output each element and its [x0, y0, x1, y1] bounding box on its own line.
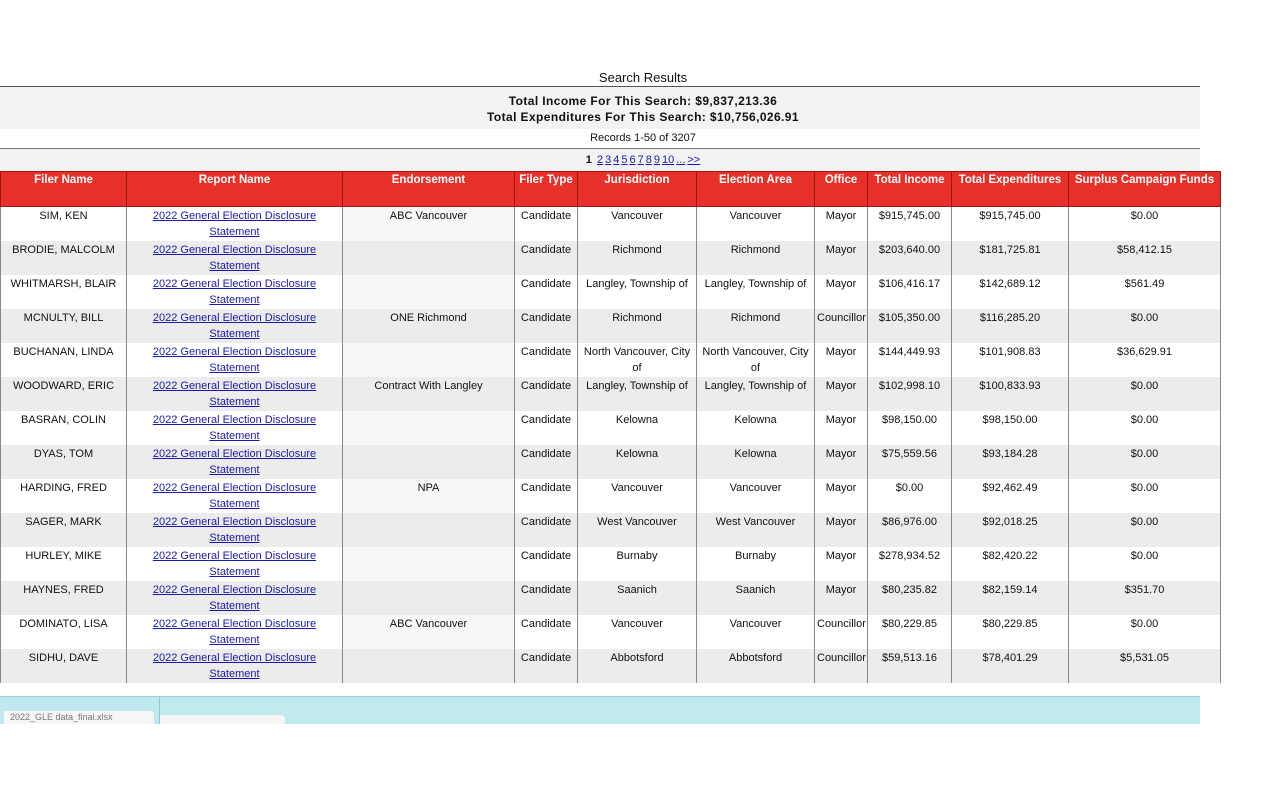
election-area-cell: Abbotsford [697, 649, 815, 683]
surplus-funds-cell: $0.00 [1069, 547, 1221, 581]
records-bar [0, 129, 1200, 149]
total-income-cell: $75,559.56 [868, 445, 952, 479]
report-name-cell [127, 547, 343, 581]
total-expenditures-cell: $93,184.28 [952, 445, 1069, 479]
endorsement-cell [343, 241, 515, 275]
jurisdiction-cell: Kelowna [578, 411, 697, 445]
taskbar-file-tab[interactable]: 2022_GLE data_final.xlsx [4, 711, 154, 724]
table-row [1, 377, 1221, 411]
election-area-cell: Kelowna [697, 411, 815, 445]
endorsement-cell: Contract With Langley [343, 377, 515, 411]
total-income-cell: $86,976.00 [868, 513, 952, 547]
office-cell: Mayor [815, 241, 868, 275]
filer-type-cell: Candidate [515, 445, 578, 479]
endorsement-cell [343, 649, 515, 683]
endorsement-cell [343, 547, 515, 581]
filer-name-cell: WHITMARSH, BLAIR [1, 275, 127, 309]
surplus-funds-cell: $0.00 [1069, 207, 1221, 242]
endorsement-cell [343, 513, 515, 547]
election-area-cell: North Vancouver, City of [697, 343, 815, 377]
total-expenditures-cell: $181,725.81 [952, 241, 1069, 275]
filer-type-cell: Candidate [515, 615, 578, 649]
report-link[interactable]: 2022 General Election Disclosure Statement [152, 652, 317, 680]
total-expenditures-cell: $116,285.20 [952, 309, 1069, 343]
election-area-cell: Langley, Township of [697, 275, 815, 309]
report-name-cell [127, 241, 343, 275]
table-row [1, 513, 1221, 547]
filer-name-cell: WOODWARD, ERIC [1, 377, 127, 411]
column-header-jurisdiction[interactable]: Jurisdiction [578, 172, 697, 207]
endorsement-cell [343, 343, 515, 377]
filer-name-cell: HAYNES, FRED [1, 581, 127, 615]
report-link[interactable]: 2022 General Election Disclosure Statement [152, 414, 317, 442]
jurisdiction-cell: Saanich [578, 581, 697, 615]
total-income-cell: $0.00 [868, 479, 952, 513]
total-income-cell: $106,416.17 [868, 275, 952, 309]
election-area-cell: Vancouver [697, 207, 815, 242]
endorsement-cell: ABC Vancouver [343, 615, 515, 649]
filer-name-cell: HARDING, FRED [1, 479, 127, 513]
election-area-cell: West Vancouver [697, 513, 815, 547]
page-link[interactable]: 2 [596, 154, 604, 166]
report-name-cell [127, 343, 343, 377]
table-row [1, 581, 1221, 615]
surplus-funds-cell: $36,629.91 [1069, 343, 1221, 377]
report-name-cell [127, 411, 343, 445]
report-link[interactable]: 2022 General Election Disclosure Statement [152, 448, 317, 476]
table-row [1, 309, 1221, 343]
filer-type-cell: Candidate [515, 649, 578, 683]
office-cell: Mayor [815, 343, 868, 377]
office-cell: Councillor [815, 309, 868, 343]
filer-type-cell: Candidate [515, 343, 578, 377]
total-expenditures-cell: $915,745.00 [952, 207, 1069, 242]
filer-name-cell: HURLEY, MIKE [1, 547, 127, 581]
filer-name-cell: BRODIE, MALCOLM [1, 241, 127, 275]
election-area-cell: Kelowna [697, 445, 815, 479]
jurisdiction-cell: Langley, Township of [578, 275, 697, 309]
table-row [1, 343, 1221, 377]
office-cell: Mayor [815, 411, 868, 445]
surplus-funds-cell: $5,531.05 [1069, 649, 1221, 683]
jurisdiction-cell: North Vancouver, City of [578, 343, 697, 377]
pagination [0, 149, 1286, 171]
table-row [1, 275, 1221, 309]
jurisdiction-cell: Burnaby [578, 547, 697, 581]
column-header-total-income[interactable]: Total Income [868, 172, 952, 207]
election-area-cell: Richmond [697, 309, 815, 343]
page-current: 1 [585, 154, 592, 166]
column-header-endorsement[interactable]: Endorsement [343, 172, 515, 207]
total-income-cell: $203,640.00 [868, 241, 952, 275]
table-row [1, 649, 1221, 683]
endorsement-cell [343, 411, 515, 445]
office-cell: Mayor [815, 445, 868, 479]
endorsement-cell: NPA [343, 479, 515, 513]
report-link[interactable]: 2022 General Election Disclosure Statement [152, 516, 317, 544]
records-count: Records 1-50 of 3207 [590, 132, 696, 144]
report-link[interactable]: 2022 General Election Disclosure Statement [152, 346, 317, 374]
office-cell: Mayor [815, 581, 868, 615]
report-link[interactable]: 2022 General Election Disclosure Statement [152, 380, 317, 408]
surplus-funds-cell: $0.00 [1069, 309, 1221, 343]
total-expenditures-cell: $82,420.22 [952, 547, 1069, 581]
results-table [0, 171, 1221, 683]
column-header-surplus-funds[interactable]: Surplus Campaign Funds [1069, 172, 1221, 207]
table-row [1, 479, 1221, 513]
table-row [1, 241, 1221, 275]
report-name-cell [127, 207, 343, 242]
jurisdiction-cell: Kelowna [578, 445, 697, 479]
total-income-cell: $98,150.00 [868, 411, 952, 445]
jurisdiction-cell: Langley, Township of [578, 377, 697, 411]
page-link[interactable]: 10 [661, 154, 675, 166]
results-body [1, 207, 1221, 684]
election-area-cell: Vancouver [697, 615, 815, 649]
endorsement-cell [343, 581, 515, 615]
surplus-funds-cell: $0.00 [1069, 377, 1221, 411]
column-header-report-name[interactable]: Report Name [127, 172, 343, 207]
election-area-cell: Saanich [697, 581, 815, 615]
report-name-cell [127, 479, 343, 513]
total-income-cell: $80,229.85 [868, 615, 952, 649]
page-link[interactable]: 3 [605, 154, 612, 166]
total-expenditures-cell: $80,229.85 [952, 615, 1069, 649]
column-header-filer-name[interactable]: Filer Name [1, 172, 127, 207]
pagination-bar [0, 149, 1200, 171]
filer-name-cell: MCNULTY, BILL [1, 309, 127, 343]
total-expenditures-cell: $100,833.93 [952, 377, 1069, 411]
total-income-cell: $105,350.00 [868, 309, 952, 343]
jurisdiction-cell: Abbotsford [578, 649, 697, 683]
surplus-funds-cell: $0.00 [1069, 513, 1221, 547]
filer-type-cell: Candidate [515, 513, 578, 547]
filer-name-cell: DOMINATO, LISA [1, 615, 127, 649]
jurisdiction-cell: Richmond [578, 309, 697, 343]
office-cell: Councillor [815, 649, 868, 683]
table-row [1, 615, 1221, 649]
table-row [1, 445, 1221, 479]
filer-type-cell: Candidate [515, 275, 578, 309]
endorsement-cell [343, 445, 515, 479]
filer-name-cell: SAGER, MARK [1, 513, 127, 547]
total-expenditures-cell: $101,908.83 [952, 343, 1069, 377]
filer-type-cell: Candidate [515, 377, 578, 411]
page-link[interactable]: 5 [621, 154, 628, 166]
total-expenditures-cell: $82,159.14 [952, 581, 1069, 615]
page-link[interactable]: ... [676, 154, 686, 166]
endorsement-cell [343, 275, 515, 309]
total-expenditures-cell: $92,018.25 [952, 513, 1069, 547]
filer-type-cell: Candidate [515, 309, 578, 343]
filer-type-cell: Candidate [515, 411, 578, 445]
page-link[interactable]: 8 [645, 154, 652, 166]
jurisdiction-cell: Vancouver [578, 207, 697, 242]
surplus-funds-cell: $0.00 [1069, 445, 1221, 479]
table-row [1, 411, 1221, 445]
filer-name-cell: SIDHU, DAVE [1, 649, 127, 683]
election-area-cell: Langley, Township of [697, 377, 815, 411]
filer-name-cell: BUCHANAN, LINDA [1, 343, 127, 377]
filer-type-cell: Candidate [515, 547, 578, 581]
total-income-cell: $59,513.16 [868, 649, 952, 683]
surplus-funds-cell: $0.00 [1069, 411, 1221, 445]
filer-name-cell: SIM, KEN [1, 207, 127, 242]
table-header-row [1, 172, 1221, 207]
total-expenditures-cell: $92,462.49 [952, 479, 1069, 513]
page-title: Search Results [598, 70, 688, 85]
filer-type-cell: Candidate [515, 241, 578, 275]
report-name-cell [127, 275, 343, 309]
column-header-total-expenditures[interactable]: Total Expenditures [952, 172, 1069, 207]
report-name-cell [127, 615, 343, 649]
report-name-cell [127, 445, 343, 479]
jurisdiction-cell: Vancouver [578, 479, 697, 513]
total-income-text: Total Income For This Search: $9,837,213.36 [508, 94, 778, 108]
report-link[interactable]: 2022 General Election Disclosure Statement [152, 244, 317, 272]
total-income-cell: $144,449.93 [868, 343, 952, 377]
taskbar [0, 696, 1200, 724]
report-link[interactable]: 2022 General Election Disclosure Statement [152, 550, 317, 578]
surplus-funds-cell: $561.49 [1069, 275, 1221, 309]
total-income-cell: $278,934.52 [868, 547, 952, 581]
endorsement-cell: ONE Richmond [343, 309, 515, 343]
election-area-cell: Burnaby [697, 547, 815, 581]
surplus-funds-cell: $0.00 [1069, 615, 1221, 649]
office-cell: Mayor [815, 377, 868, 411]
page-link[interactable]: 6 [629, 154, 636, 166]
election-area-cell: Vancouver [697, 479, 815, 513]
report-link[interactable]: 2022 General Election Disclosure Statement [152, 278, 317, 306]
total-income-cell: $102,998.10 [868, 377, 952, 411]
office-cell: Mayor [815, 207, 868, 242]
column-header-filer-type[interactable]: Filer Type [515, 172, 578, 207]
table-row [1, 547, 1221, 581]
totals-panel [0, 86, 1200, 130]
page-link[interactable]: 9 [653, 154, 660, 166]
office-cell: Mayor [815, 479, 868, 513]
report-link[interactable]: 2022 General Election Disclosure Statement [152, 210, 317, 238]
report-name-cell [127, 309, 343, 343]
filer-name-cell: BASRAN, COLIN [1, 411, 127, 445]
report-link[interactable]: 2022 General Election Disclosure Statement [152, 584, 317, 612]
total-income-cell: $80,235.82 [868, 581, 952, 615]
election-area-cell: Richmond [697, 241, 815, 275]
surplus-funds-cell: $351.70 [1069, 581, 1221, 615]
surplus-funds-cell: $58,412.15 [1069, 241, 1221, 275]
total-expenditures-text: Total Expenditures For This Search: $10,756,026.91 [487, 110, 799, 124]
filer-type-cell: Candidate [515, 479, 578, 513]
report-link[interactable]: 2022 General Election Disclosure Statement [152, 482, 317, 510]
column-header-office[interactable]: Office [815, 172, 868, 207]
table-row [1, 207, 1221, 242]
report-link[interactable]: 2022 General Election Disclosure Statement [152, 618, 317, 646]
total-expenditures-cell: $142,689.12 [952, 275, 1069, 309]
office-cell: Mayor [815, 513, 868, 547]
report-name-cell [127, 581, 343, 615]
jurisdiction-cell: Richmond [578, 241, 697, 275]
filer-name-cell: DYAS, TOM [1, 445, 127, 479]
jurisdiction-cell: Vancouver [578, 615, 697, 649]
page-link[interactable]: 7 [637, 154, 644, 166]
total-expenditures-cell: $98,150.00 [952, 411, 1069, 445]
office-cell: Councillor [815, 615, 868, 649]
filer-type-cell: Candidate [515, 581, 578, 615]
filer-type-cell: Candidate [515, 207, 578, 242]
report-name-cell [127, 377, 343, 411]
surplus-funds-cell: $0.00 [1069, 479, 1221, 513]
office-cell: Mayor [815, 275, 868, 309]
total-income-cell: $915,745.00 [868, 207, 952, 242]
report-name-cell [127, 513, 343, 547]
report-name-cell [127, 649, 343, 683]
page-link[interactable]: 4 [613, 154, 620, 166]
page-link[interactable]: >> [687, 154, 701, 166]
column-header-election-area[interactable]: Election Area [697, 172, 815, 207]
office-cell: Mayor [815, 547, 868, 581]
taskbar-panel [160, 715, 285, 724]
report-link[interactable]: 2022 General Election Disclosure Statement [152, 312, 317, 340]
total-expenditures-cell: $78,401.29 [952, 649, 1069, 683]
endorsement-cell: ABC Vancouver [343, 207, 515, 242]
jurisdiction-cell: West Vancouver [578, 513, 697, 547]
